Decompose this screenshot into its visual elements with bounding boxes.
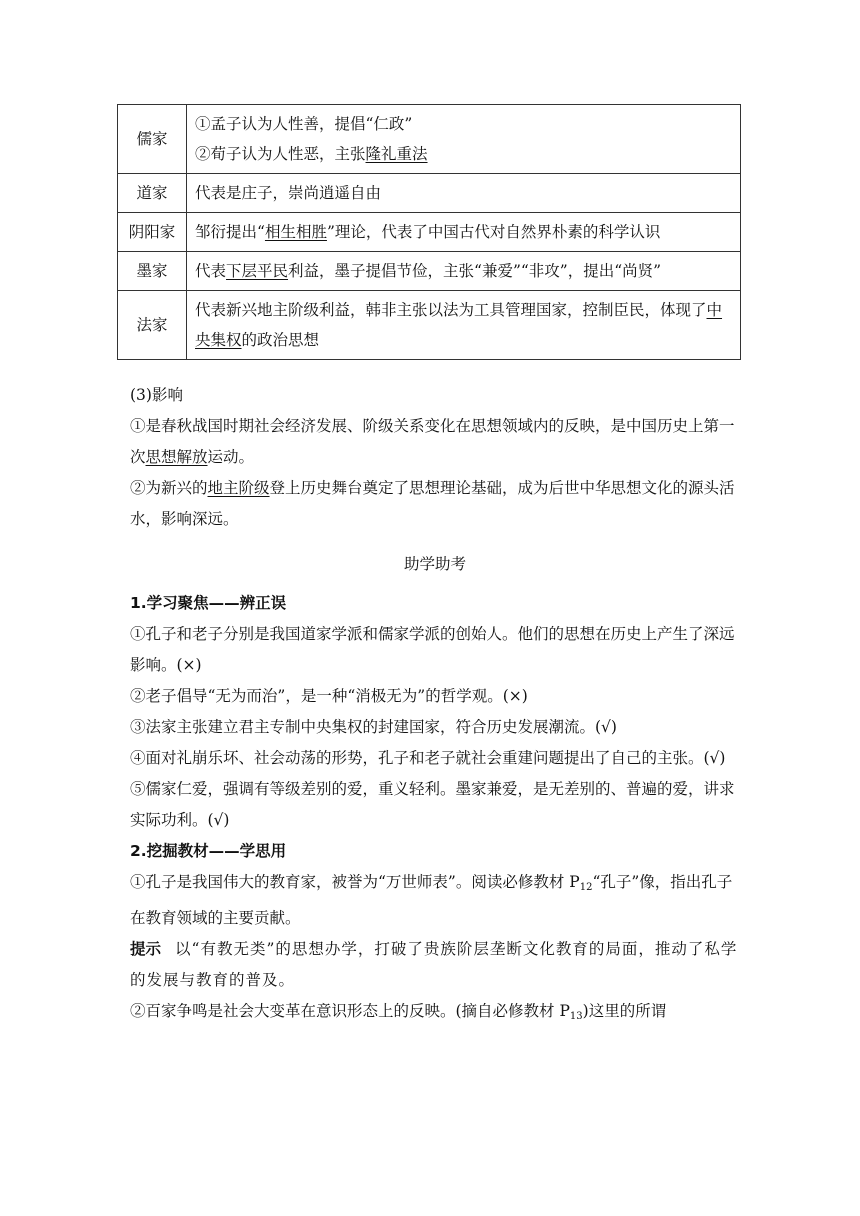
schools-table-body (118, 105, 741, 360)
text-run: ”理论，代表了中国古代对自然界朴素的科学认识 (326, 223, 661, 241)
school-name: 墨家 (118, 252, 187, 291)
text-run: 代表 (195, 262, 227, 280)
school-row (118, 213, 741, 252)
school-description (187, 291, 741, 360)
school-name: 阴阳家 (118, 213, 187, 252)
focus-item: ②老子倡导“无为而治”，是一种“消极无为”的哲学观。(×) (130, 687, 528, 705)
text-run: 登上历史舞台奠定了思想理论基础，成为后世中华思想文化的源头活水，影响深远。 (130, 479, 735, 528)
school-description (187, 213, 741, 252)
description-line (195, 217, 732, 247)
underlined-term: 隆礼重法 (365, 145, 428, 163)
text-run: 运动。 (207, 448, 255, 466)
text-run: 代表新兴地主阶级利益，韩非主张以法为工具管理国家，控制臣民，体现了 (195, 301, 707, 319)
school-row (118, 291, 741, 360)
text-run: 邹衍提出“ (195, 223, 265, 241)
influence-heading: (3)影响 (130, 386, 183, 404)
textbook-mining-heading: 2.挖掘教材——学思用 (130, 842, 287, 860)
focus-item: ④面对礼崩乐坏、社会动荡的形势，孔子和老子就社会重建问题提出了自己的主张。(√) (130, 749, 726, 767)
school-name: 儒家 (118, 105, 187, 174)
schools-table (117, 104, 741, 360)
description-line (195, 178, 732, 208)
section-title: 助学助考 (403, 555, 466, 573)
focus-item: ⑤儒家仁爱，强调有等级差别的爱，重义轻利。墨家兼爱，是无差别的、普遍的爱，讲求实际功利。(√) (130, 780, 735, 829)
school-description (187, 252, 741, 291)
focus-item: ③法家主张建立君主专制中央集权的封建国家，符合历史发展潮流。(√) (130, 718, 617, 736)
influence-section (130, 380, 740, 535)
school-description (187, 105, 741, 174)
focus-item: ①孔子和老子分别是我国道家学派和儒家学派的创始人。他们的思想在历史上产生了深远影响。(×) (130, 625, 735, 674)
influence-point-2 (130, 473, 740, 535)
school-description (187, 174, 741, 213)
underlined-term: 地主阶级 (207, 479, 270, 497)
hint-paragraph (130, 934, 740, 996)
underlined-term: 下层平民 (226, 262, 289, 280)
question-2-text-b: )这里的所谓 (582, 1002, 667, 1020)
description-line (195, 295, 732, 355)
school-name: 道家 (118, 174, 187, 213)
text-run: ①孟子认为人性善，提倡“仁政” (195, 115, 413, 133)
school-row (118, 252, 741, 291)
school-name: 法家 (118, 291, 187, 360)
text-run: 代表是庄子，崇尚逍遥自由 (195, 184, 382, 202)
school-row (118, 174, 741, 213)
question-1 (130, 867, 740, 934)
text-run: 利益，墨子提倡节俭，主张“兼爱”“非攻”，提出“尚贤” (288, 262, 662, 280)
description-line (195, 256, 732, 286)
description-line (195, 139, 732, 169)
school-row (118, 105, 741, 174)
hint-label: 提示 (130, 940, 162, 958)
page-subscript: 13 (569, 1011, 583, 1022)
underlined-term: 中央集权 (195, 301, 723, 349)
hint-text: 以“有教无类”的思想办学，打破了贵族阶层垄断文化教育的局面，推动了私学的发展与教育的普及。 (130, 940, 738, 989)
question-2 (130, 996, 740, 1032)
study-focus-heading: 1.学习聚焦——辨正误 (130, 594, 287, 612)
question-1-text-a: ①孔子是我国伟大的教育家，被誉为“万世师表”。阅读必修教材 P (130, 873, 580, 891)
text-run: ①是春秋战国时期社会经济发展、阶级关系变化在思想领域内的反映，是中国历史上第一次 (130, 417, 735, 466)
study-focus-section (130, 588, 740, 1032)
text-run: ②为新兴的 (130, 479, 208, 497)
text-run: 的政治思想 (241, 331, 320, 349)
influence-point-1 (130, 411, 740, 473)
description-line (195, 109, 732, 139)
text-run: ②荀子认为人性恶，主张 (195, 145, 366, 163)
question-2-text-a: ②百家争鸣是社会大变革在意识形态上的反映。(摘自必修教材 P (130, 1002, 570, 1020)
underlined-term: 思想解放 (145, 448, 208, 466)
page-subscript: 12 (579, 882, 593, 893)
underlined-term: 相生相胜 (264, 223, 327, 241)
question-1-text-b: “孔子”像，指出孔子在教育领域的主要贡献。 (130, 873, 733, 927)
